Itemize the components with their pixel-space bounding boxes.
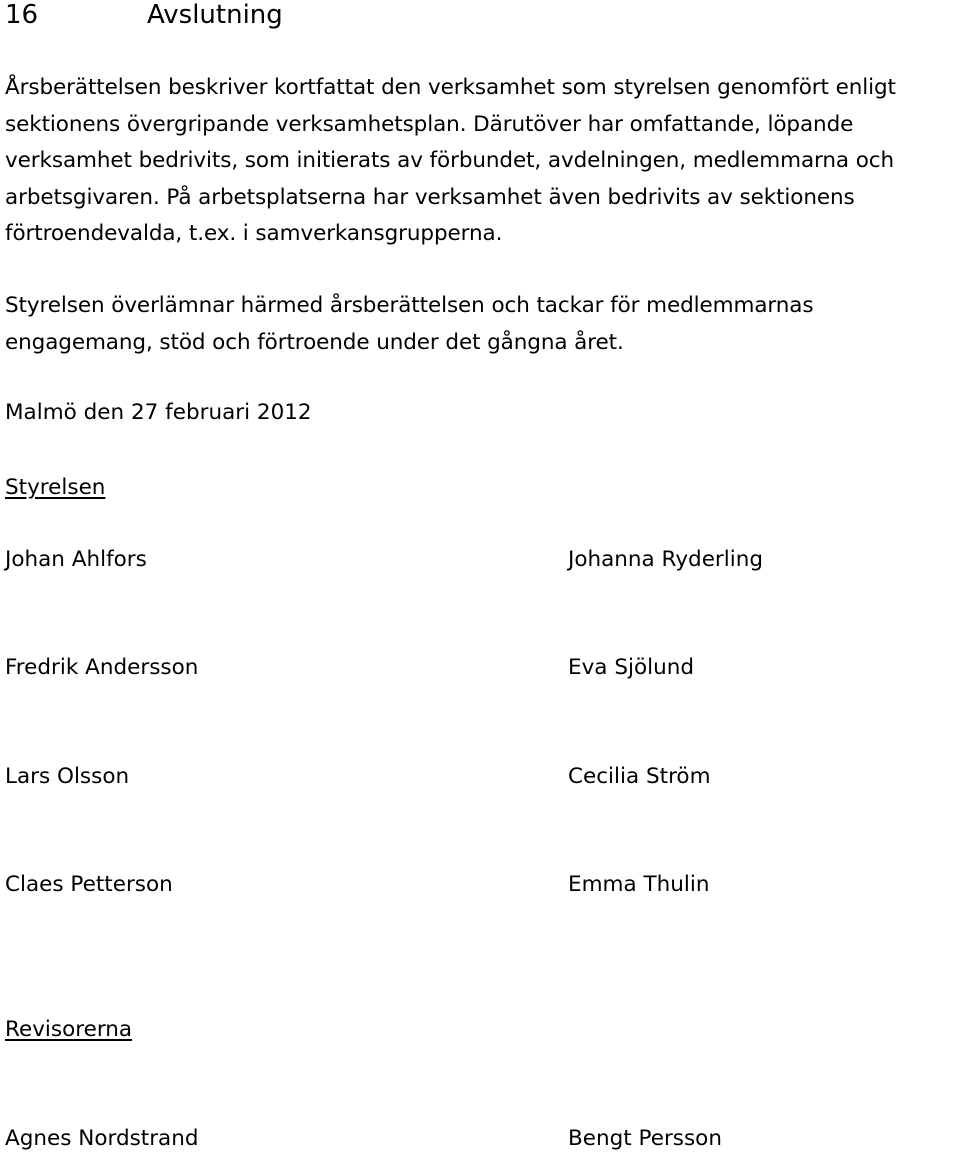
board-member-name: Fredrik Andersson bbox=[5, 655, 199, 680]
place-date: Malmö den 27 februari 2012 bbox=[5, 400, 312, 425]
board-member-name: Cecilia Ström bbox=[568, 764, 711, 789]
paragraph-summary: Årsberättelsen beskriver kortfattat den verksamhet som styrelsen genomfört enligt sektionens övergripande verksamhetsplan. Därutöver har omfattande, löpande verksamhet bedrivits, som initierats av förbundet, avdelningen, medlemmarna och arbetsgivaren. På arbetsplatserna har verksamhet även bedrivits av sektionens förtroendevalda, t.ex. i samverkansgrupperna. bbox=[5, 75, 896, 246]
board-heading: Styrelsen bbox=[5, 475, 106, 500]
auditor-name: Agnes Nordstrand bbox=[5, 1126, 199, 1151]
board-member-name: Eva Sjölund bbox=[568, 655, 694, 680]
section-number: 16 bbox=[5, 0, 39, 30]
auditor-name: Bengt Persson bbox=[568, 1126, 722, 1151]
section-heading bbox=[5, 0, 283, 34]
board-member-name: Johan Ahlfors bbox=[5, 547, 147, 572]
board-member-name: Emma Thulin bbox=[568, 872, 710, 897]
auditors-heading: Revisorerna bbox=[5, 1017, 133, 1042]
board-member-name: Johanna Ryderling bbox=[568, 547, 763, 572]
section-title: Avslutning bbox=[147, 0, 283, 30]
board-member-name: Lars Olsson bbox=[5, 764, 130, 789]
paragraph-thanks: Styrelsen överlämnar härmed årsberättelsen och tackar för medlemmarnas engagemang, stöd och förtroende under det gångna året. bbox=[5, 293, 814, 355]
board-member-name: Claes Petterson bbox=[5, 872, 173, 897]
